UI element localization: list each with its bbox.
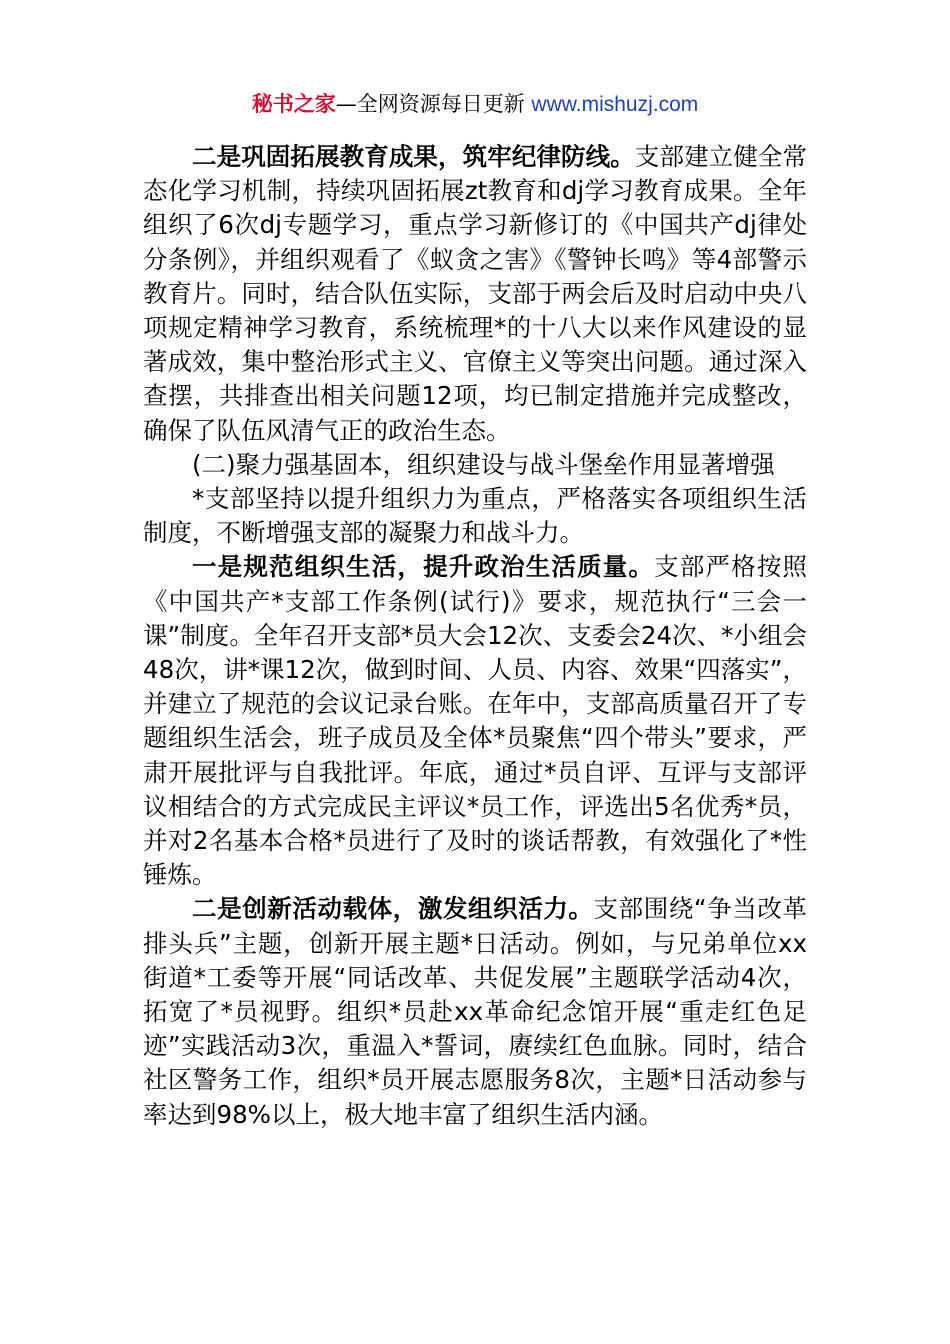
header-slogan: 全网资源每日更新: [356, 92, 532, 116]
paragraph: [143, 482, 807, 550]
paragraph-text: *支部坚持以提升组织力为重点，严格落实各项组织生活制度，不断增强支部的凝聚力和战斗力。: [143, 484, 807, 548]
section-heading: [143, 448, 807, 482]
paragraph: [143, 892, 807, 1131]
document-body: [143, 140, 807, 1132]
paragraph-lead: 二是创新活动载体，激发组织活力。: [192, 894, 594, 924]
header-separator: —: [335, 92, 357, 116]
paragraph: [143, 140, 807, 448]
site-brand: 秘书之家: [251, 92, 336, 116]
site-header: [0, 88, 950, 121]
paragraph-text: 支部建立健全常态化学习机制，持续巩固拓展zt教育和dj学习教育成果。全年组织了6次dj专题学习，重点学习新修订的《中国共产dj律处分条例》，并组织观看了《蚁贪之害》《警钟长鸣》等4部警示教育片。同时，结合队伍实际，支部于两会后及时启动中央八项规定精神学习教育，系统梳理*的十八大以来作风建设的显著成效，集中整治形式主义、官僚主义等突出问题。通过深入查摆，共排查出相关问题12项，均已制定措施并完成整改，确保了队伍风清气正的政治生态。: [143, 142, 807, 445]
paragraph-lead: 二是巩固拓展教育成果，筑牢纪律防线。: [192, 142, 635, 171]
paragraph-text: 支部围绕“争当改革排头兵”主题，创新开展主题*日活动。例如，与兄弟单位xx街道*工委等开展“同话改革、共促发展”主题联学活动4次，拓宽了*员视野。组织*员赴xx革命纪念馆开展“重走红色足迹”实践活动3次，重温入*誓词，赓续红色血脉。同时，结合社区警务工作，组织*员开展志愿服务8次，主题*日活动参与率达到98%以上，极大地丰富了组织生活内涵。: [143, 894, 807, 1129]
paragraph-text: 支部严格按照《中国共产*支部工作条例(试行)》要求，规范执行“三会一课”制度。全年召开支部*员大会12次、支委会24次、*小组会48次，讲*课12次，做到时间、人员、内容、效果“四落实”，并建立了规范的会议记录台账。在年中，支部高质量召开了专题组织生活会，班子成员及全体*员聚焦“四个带头”要求，严肃开展批评与自我批评。年底，通过*员自评、互评与支部评议相结合的方式完成民主评议*员工作，评选出5名优秀*员，并对2名基本合格*员进行了及时的谈话帮教，有效强化了*性锤炼。: [143, 552, 808, 890]
section-heading-text: (二)聚力强基固本，组织建设与战斗堡垒作用显著增强: [192, 449, 775, 479]
paragraph-lead: 一是规范组织生活，提升政治生活质量。: [192, 552, 655, 582]
site-url-link[interactable]: www.mishuzj.com: [531, 93, 699, 116]
paragraph: [143, 550, 807, 892]
